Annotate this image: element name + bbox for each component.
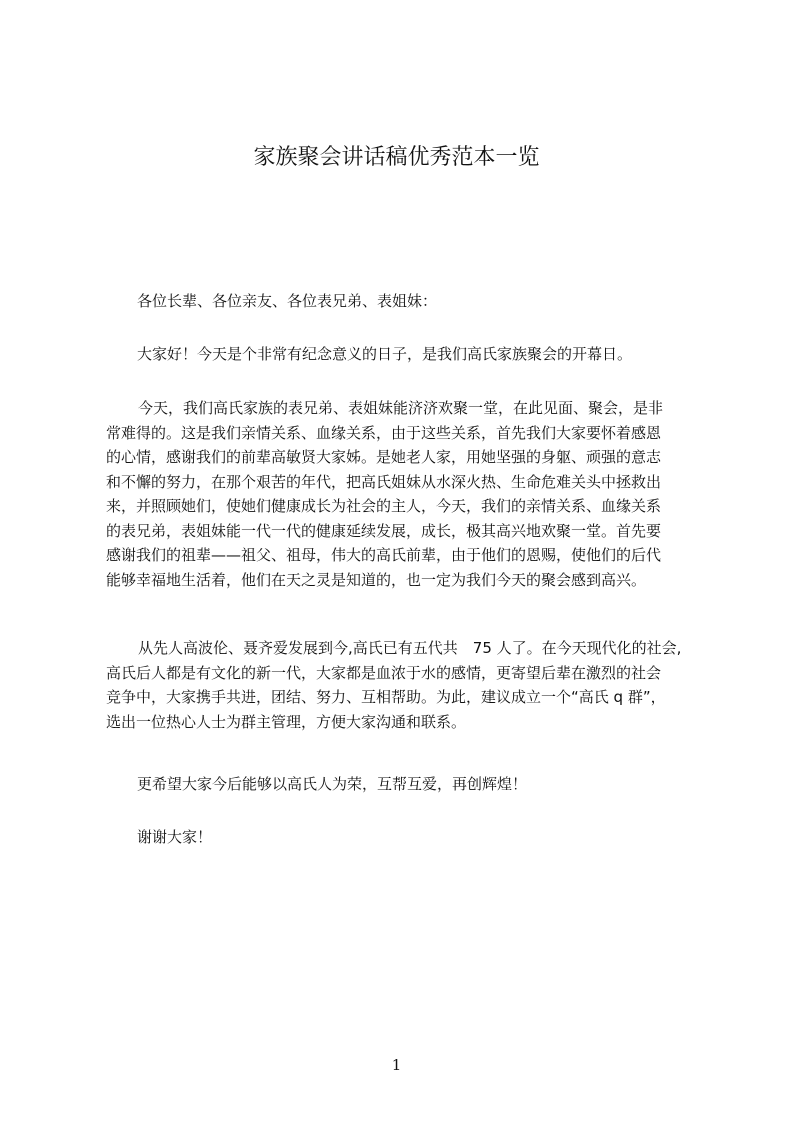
paragraph-line: 今天，我们高氏家族的表兄弟、表姐妹能济济欢聚一堂，在此见面、聚会，是非 <box>138 399 664 417</box>
opening-line: 大家好！今天是个非常有纪念意义的日子，是我们高氏家族聚会的开幕日。 <box>137 345 633 363</box>
page-number: 1 <box>391 1056 402 1074</box>
document-title: 家族聚会讲话稿优秀范本一览 <box>253 145 540 170</box>
paragraph-line: 高氏后人都是有文化的新一代，大家都是血浓于水的感情，更寄望后辈在激烈的社会 <box>106 663 662 682</box>
paragraph-line: 的表兄弟，表姐妹能一代一代的健康延续发展，成长，极其高兴地欢聚一堂。首先要 <box>106 521 662 540</box>
paragraph-line: 从先人高波伦、聂齐爱发展到今,高氏已有五代共 75 人了。在今天现代化的社会, <box>138 639 682 657</box>
closing-wish-line: 更希望大家今后能够以高氏人为荣，互帮互爱，再创辉煌！ <box>137 775 528 793</box>
thanks-paragraph <box>137 825 212 850</box>
paragraph-line: 选出一位热心人士为群主管理，方便大家沟通和联系。 <box>106 712 467 731</box>
closing-wish-paragraph <box>137 772 527 797</box>
paragraph-line: 竞争中，大家携手共进，团结、努力、互相帮助。为此，建议成立一个“高氏 q 群”， <box>106 688 666 706</box>
paragraph-line: 和不懈的努力，在那个艰苦的年代，把高氏姐妹从水深火热、生命危难关头中拯救出 <box>106 472 662 491</box>
greeting-paragraph <box>137 289 437 314</box>
paragraph-line: 来，并照顾她们，使她们健康成长为社会的主人，今天，我们的亲情关系、血缘关系 <box>106 497 662 515</box>
body-paragraph-2 <box>106 636 681 734</box>
body-paragraph-1 <box>106 396 663 592</box>
opening-paragraph <box>137 342 632 367</box>
paragraph-line: 感谢我们的祖辈——祖父、祖母，伟大的高氏前辈，由于他们的恩赐，使他们的后代 <box>106 546 662 564</box>
greeting-line: 各位长辈、各位亲友、各位表兄弟、表姐妹： <box>137 292 438 310</box>
paragraph-line: 能够幸福地生活着，他们在天之灵是知道的，也一定为我们今天的聚会感到高兴。 <box>106 570 647 589</box>
thanks-line: 谢谢大家！ <box>137 828 213 846</box>
paragraph-line: 常难得的。这是我们亲情关系、血缘关系，由于这些关系，首先我们大家要怀着感恩 <box>106 423 662 442</box>
paragraph-line: 的心情，感谢我们的前辈高敏贤大家姊。是她老人家，用她坚强的身躯、顽强的意志 <box>106 448 662 466</box>
